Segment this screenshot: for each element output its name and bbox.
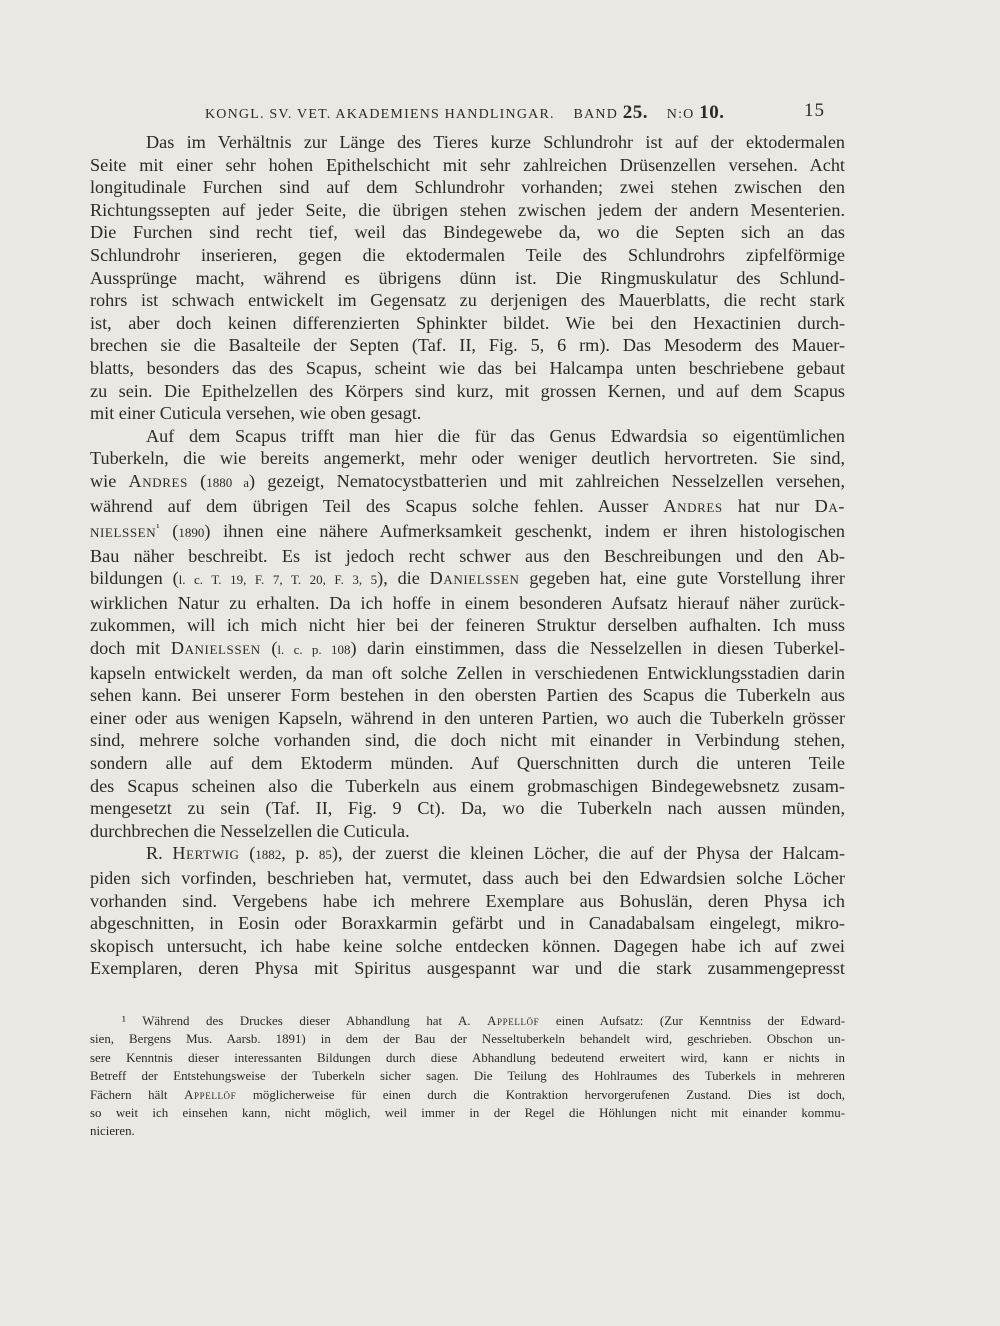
text-segment: ¹ Während des Druckes dieser Abhandlung hat A. xyxy=(122,1014,488,1028)
text-segment: gegeben hat, eine gute Vorstellung ihrer xyxy=(519,568,845,589)
text-segment: 1882 xyxy=(255,847,282,863)
body-line: vorhanden sind. Vergebens habe ich mehrere Exemplare aus Bohuslän, deren Physa ich xyxy=(90,890,845,911)
body-line: Aussprünge macht, während es übrigens dünn ist. Die Ringmuskulatur des Schlund- xyxy=(90,267,845,288)
text-segment: wie xyxy=(90,470,129,491)
author-name: Andres xyxy=(128,470,188,491)
text-segment: ) gezeigt, Nematocystbatterien und mit zahlreichen Nesselzellen versehen, xyxy=(249,470,845,491)
text-segment: l. c. p. 108 xyxy=(277,642,351,658)
body-line: sind, mehrere solche vorhanden sind, die doch nicht mit einander in Verbindung stehen, xyxy=(90,730,845,751)
author-name: Andres xyxy=(663,495,723,516)
page-number: 15 xyxy=(804,100,825,121)
body-line: mengesetzt zu sein (Taf. II, Fig. 9 Ct). Da, wo die Tuberkeln nach aussen münden, xyxy=(90,798,845,819)
body-line: Auf dem Scapus trifft man hier die für das Genus Edwardsia so eigentümlichen xyxy=(146,425,845,446)
body-line: zukommen, will ich mich nicht hier bei der feineren Struktur derselben aufhalten. Ich muss xyxy=(90,615,845,636)
text-segment: hat nur xyxy=(722,495,815,516)
body-line: brechen sie die Basalteile der Septen (Taf. II, Fig. 5, 6 rm). Das Mesoderm des Mauer- xyxy=(90,335,845,356)
text-segment: bildungen ( xyxy=(90,568,179,589)
footnote-line: Betreff der Entstehungsweise der Tuberkeln sicher sagen. Die Teilung des Hohlraumes des Tuberkels in mehreren xyxy=(90,1069,845,1084)
body-line: durchbrechen die Nesselzellen die Cuticula. xyxy=(90,820,410,841)
text-segment: während auf dem übrigen Teil des Scapus solche fehlen. Ausser xyxy=(90,495,664,516)
footnote-marker: ¹ xyxy=(156,522,160,535)
footnote-line xyxy=(90,1086,845,1104)
running-head xyxy=(90,100,825,124)
text-segment: ( xyxy=(239,843,256,864)
text-segment: möglicherweise für einen durch die Kontraktion hervorgerufenen Zustand. Dies ist doch, xyxy=(236,1087,845,1102)
text-segment: einen Aufsatz: (Zur Kenntniss der Edward- xyxy=(539,1014,845,1028)
body-line: mit einer Cuticula versehen, wie oben gesagt. xyxy=(90,403,422,424)
body-line: wirklichen Natur zu erhalten. Da ich hoffe in einem besonderen Aufsatz hierauf näher zurück- xyxy=(90,592,845,613)
body-line: longitudinale Furchen sind auf dem Schlundrohr vorhanden; zwei stehen zwischen den xyxy=(90,177,845,198)
author-name: Hertwig xyxy=(172,843,240,864)
footnote-line: sien, Bergens Mus. Aarsb. 1891) in dem der Bau der Nesseltuberkeln behandelt wird, geschrieben. Obschon un- xyxy=(90,1032,845,1047)
text-segment: ) darin einstimmen, dass die Nesselzellen in diesen Tuberkel- xyxy=(350,638,845,659)
body-line: einer oder aus wenigen Kapseln, während in den unteren Partien, wo auch die Tuberkeln grösser xyxy=(90,707,845,728)
author-name: Appellöf xyxy=(184,1087,237,1102)
text-segment: doch mit xyxy=(90,638,171,659)
text-segment: l. c. T. 19, F. 7, T. 20, F. 3, 5 xyxy=(178,572,378,588)
issue-number: 10. xyxy=(699,102,725,123)
body-line: sehen kann. Bei unserer Form bestehen in den obersten Partien des Scapus die Tuberkeln aus xyxy=(90,685,845,706)
text-segment: 1880 a xyxy=(206,474,250,490)
body-line: des Scapus scheinen also die Tuberkeln aus einem grobmaschigen Bindegewebsnetz zusam- xyxy=(90,775,845,796)
author-name: nielssen xyxy=(90,521,157,542)
text-segment: , p. xyxy=(281,843,319,864)
body-line: blatts, besonders das des Scapus, scheint wie das bei Halcampa unten beschriebene gebaut xyxy=(90,357,845,378)
body-line: Exemplaren, deren Physa mit Spiritus ausgespannt war und die stark zusammengepresst xyxy=(90,958,845,979)
body-line: Bau näher beschreibt. Es ist jedoch recht schwer aus den Beschreibungen und den Ab- xyxy=(90,545,845,566)
author-name: Danielssen xyxy=(170,638,261,659)
body-line xyxy=(90,637,845,662)
body-line xyxy=(90,517,845,545)
footnote-line: so weit ich einsehen kann, nicht möglich, weil immer in der Regel die Höhlungen nicht mit einander kommu- xyxy=(90,1106,845,1121)
body-line: zu sein. Die Epithelzellen des Körpers sind kurz, mit grossen Kernen, und auf dem Scapus xyxy=(90,380,845,401)
author-name: Danielssen xyxy=(429,568,520,589)
text-segment: ( xyxy=(187,470,207,491)
text-segment: 1890 xyxy=(178,525,205,541)
band-label: BAND xyxy=(573,107,619,122)
author-name: Appellöf xyxy=(487,1014,540,1028)
body-line: ist, aber doch keinen differenzierten Sphinkter bildet. Wie bei den Hexactinien durch- xyxy=(90,312,845,333)
footnote xyxy=(90,1012,845,1141)
body-line: Tuberkeln, die wie bereits angemerkt, mehr oder weniger deutlich hervortreten. Sie sind, xyxy=(90,448,845,469)
footnote-line xyxy=(90,1012,845,1030)
body-line: abgeschnitten, in Eosin oder Boraxkarmin gefärbt und in Canadabalsam eingelegt, mikro- xyxy=(90,913,845,934)
body-line xyxy=(90,470,845,495)
text-segment: R. xyxy=(146,843,173,864)
body-line: kapseln entwickelt werden, da man oft solche Zellen in verschiedenen Entwicklungsstadien darin xyxy=(90,662,845,683)
journal-name: KONGL. SV. VET. AKADEMIENS HANDLINGAR. xyxy=(205,107,555,122)
body-text xyxy=(90,131,845,980)
text-segment: ), der zuerst die kleinen Löcher, die auf der Physa der Halcam- xyxy=(331,843,845,864)
journal-title xyxy=(205,102,724,124)
body-line: Das im Verhältnis zur Länge des Tieres kurze Schlundrohr ist auf der ektodermalen xyxy=(146,132,845,152)
text-segment: ), die xyxy=(377,568,430,589)
body-line: Seite mit einer sehr hohen Epithelschicht mit sehr zahlreichen Drüsenzellen versehen. Acht xyxy=(90,154,845,175)
body-line: Richtungssepten auf jeder Seite, die übrigen stehen zwischen jedem der andern Mesenterien. xyxy=(90,199,845,220)
text-segment: ( xyxy=(260,638,278,659)
body-line: sondern alle auf dem Ektoderm münden. Auf Querschnitten durch die unteren Teile xyxy=(90,753,845,774)
text-segment: Fächern hält xyxy=(90,1087,185,1102)
band-number: 25. xyxy=(622,102,648,123)
number-label: N:O xyxy=(666,107,695,122)
footnote-line: sere Kenntnis dieser interessanten Bildungen durch diese Abhandlung bedeutend erweitert wird, kann er nichts in xyxy=(90,1050,845,1065)
body-line xyxy=(90,567,845,592)
text-segment: ) ihnen eine nähere Aufmerksamkeit geschenkt, indem er ihren histologischen xyxy=(204,521,845,542)
footnote-line: nicieren. xyxy=(90,1124,135,1139)
text-segment: 85 xyxy=(318,847,332,863)
body-line: Die Furchen sind recht tief, weil das Bindegewebe da, wo die Septen sich an das xyxy=(90,222,845,243)
body-line: piden sich vorfinden, beschrieben hat, vermutet, dass auch bei den Edwardsien solche Löcher xyxy=(90,868,845,888)
body-line: skopisch untersucht, ich habe keine solche entdecken können. Dagegen habe ich auf zwei xyxy=(90,935,845,956)
body-line: Schlundrohr inserieren, gegen die ektodermalen Teile des Schlundrohrs zipfelförmige xyxy=(90,244,845,265)
text-segment: ( xyxy=(159,521,179,542)
author-name: Da- xyxy=(814,495,845,516)
body-line xyxy=(90,842,845,867)
body-line xyxy=(90,495,845,518)
body-line: rohrs ist schwach entwickelt im Gegensatz zu derjenigen des Mauerblatts, die recht stark xyxy=(90,290,845,311)
